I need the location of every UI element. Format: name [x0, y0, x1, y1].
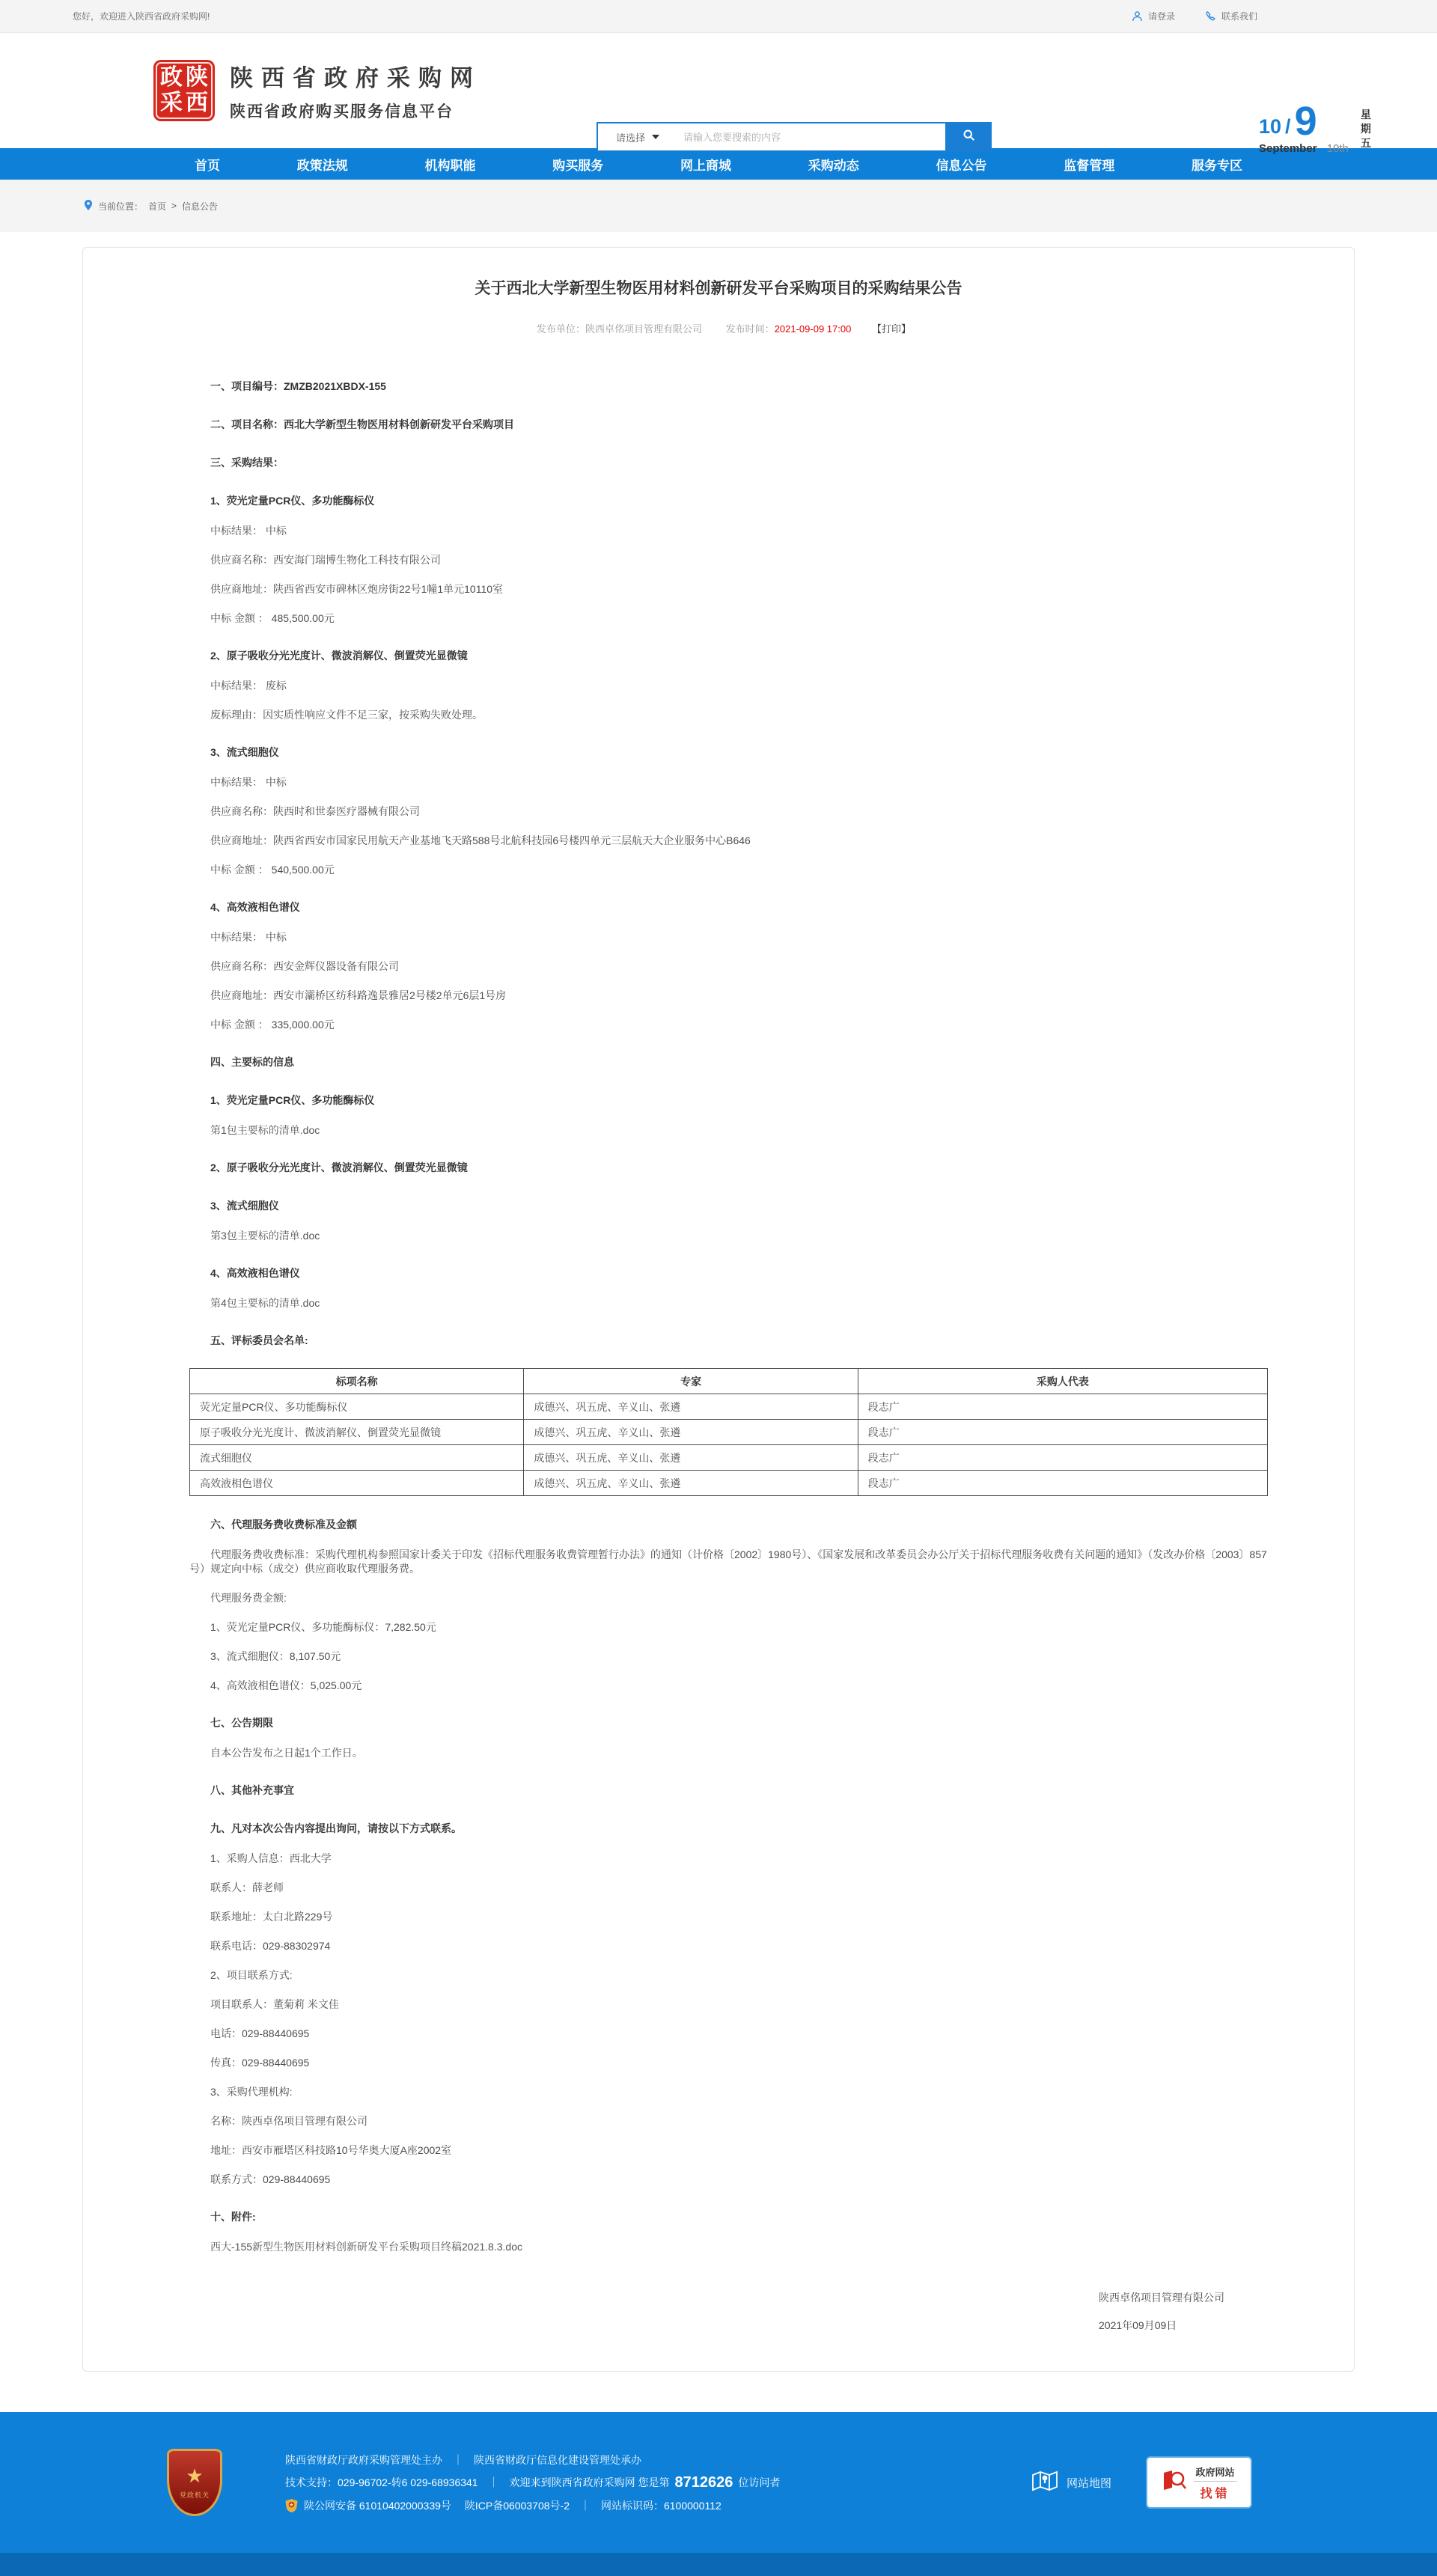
article-paragraph: 2、项目联系方式: — [210, 1969, 293, 1981]
logo-seal-char: 西 — [186, 91, 208, 115]
article-paragraph: 中标 金额 ： 540,500.00元 — [210, 864, 335, 876]
attachment-link[interactable]: 第3包主要标的清单.doc — [210, 1230, 320, 1242]
article-paragraph: 供应商地址：陕西省西安市国家民用航天产业基地飞天路588号北航科技园6号楼四单元三层航天大企业服务中心B646 — [210, 834, 751, 846]
article-paragraph: 联系地址：太白北路229号 — [210, 1911, 333, 1923]
article-paragraph: 代理服务费金额: — [210, 1592, 287, 1604]
visitor-count: 8712626 — [674, 2473, 733, 2491]
article-heading: 2、原子吸收分光光度计、微波消解仪、倒置荧光显微镜 — [210, 1162, 468, 1173]
date-slash: / — [1285, 115, 1291, 138]
footer-info: 陕西省财政厅政府采购管理处主办 ｜ 陕西省财政厅信息化建设管理处承办 技术支持：029-96702-转6 029-68936341 ｜ 欢迎来到陕西省政府采购网 您是第 8712626 位访问者 陕公网安备 61010402000339号 陕ICP备06003708号-2 ｜ 网站标识码：6100000112 — [285, 2453, 781, 2512]
date-day-ordinal: 10th — [1326, 142, 1349, 155]
table-row — [190, 1471, 1268, 1496]
logo-seal-char: 陕 — [186, 65, 208, 90]
top-bar — [0, 0, 1437, 33]
article-paragraph: 地址：西安市雁塔区科技路10号华奥大厦A座2002室 — [210, 2144, 452, 2156]
footer-host-1: 陕西省财政厅政府采购管理处主办 — [285, 2453, 442, 2466]
badge-bottom-label: 找错 — [1200, 2487, 1230, 2500]
search-icon — [962, 129, 975, 145]
article-paragraph: 联系方式：029-88440695 — [210, 2173, 331, 2185]
search-bar — [597, 122, 992, 152]
article-heading: 3、流式细胞仪 — [210, 746, 279, 758]
article-paragraph: 中标结果： 中标 — [210, 525, 287, 537]
badge-top-label: 政府网站 — [1195, 2466, 1235, 2478]
cell-buyer-rep: 段志广 — [858, 1394, 1267, 1420]
article-heading: 五、评标委员会名单: — [210, 1334, 308, 1346]
nav-item[interactable]: 网上商城 — [680, 158, 731, 173]
site-logo[interactable] — [153, 59, 481, 122]
publisher-label: 发布单位： — [537, 323, 586, 335]
signature-block — [1099, 2284, 1224, 2340]
publish-time-label: 发布时间： — [725, 323, 775, 335]
main-nav — [0, 148, 1437, 180]
breadcrumb — [84, 200, 218, 213]
topbar-links — [1132, 10, 1257, 22]
article-paragraph: 3、流式细胞仪：8,107.50元 — [210, 1650, 341, 1662]
logo-seal — [153, 60, 215, 121]
weekday-char: 星 — [1360, 109, 1371, 120]
article-paragraph: 中标结果： 废标 — [210, 680, 287, 692]
print-button[interactable]: 【打印】 — [871, 323, 911, 335]
signature-date: 2021年09月09日 — [1099, 2319, 1177, 2331]
nav-item[interactable]: 采购动态 — [808, 158, 859, 173]
chevron-down-icon — [652, 135, 659, 139]
welcome-text: 您好，欢迎进入陕西省政府采购网! — [73, 11, 210, 22]
weekday-char: 期 — [1360, 123, 1371, 135]
publish-time: 2021-09-09 17:00 — [774, 323, 852, 335]
article-paragraph: 3、采购代理机构: — [210, 2086, 293, 2098]
cell-buyer-rep: 段志广 — [858, 1471, 1267, 1496]
site-subtitle: 陕西省政府购买服务信息平台 — [230, 103, 454, 120]
article-heading: 2、原子吸收分光光度计、微波消解仪、倒置荧光显微镜 — [210, 650, 468, 662]
nav-item[interactable]: 服务专区 — [1192, 158, 1242, 173]
error-report-badge[interactable] — [1147, 2458, 1251, 2507]
article-heading: 十、附件: — [210, 2211, 256, 2223]
cell-experts: 成德兴、巩五虎、辛义山、张遴 — [524, 1394, 858, 1420]
table-row — [190, 1445, 1268, 1471]
article-heading: 九、凡对本次公告内容提出询问，请按以下方式联系。 — [210, 1822, 462, 1834]
footer-welcome-prefix: 欢迎来到陕西省政府采购网 您是第 — [509, 2476, 670, 2488]
column-header-buyer-rep: 采购人代表 — [858, 1369, 1267, 1394]
article-paragraph: 1、采购人信息：西北大学 — [210, 1852, 332, 1864]
article-paragraph: 电话：029-88440695 — [210, 2027, 310, 2039]
page-title: 关于西北大学新型生物医用材料创新研发平台采购项目的采购结果公告 — [475, 280, 962, 297]
cell-item-name: 流式细胞仪 — [190, 1445, 524, 1471]
search-button[interactable] — [945, 122, 992, 152]
signature-company: 陕西卓佲项目管理有限公司 — [1099, 2292, 1224, 2304]
search-category-select[interactable]: 请选择 — [598, 123, 677, 150]
date-month-name: September — [1259, 142, 1317, 155]
site-footer — [0, 2412, 1437, 2553]
site-header — [0, 33, 1437, 155]
article-paragraph: 联系电话：029-88302974 — [210, 1940, 331, 1952]
article-heading: 四、主要标的信息 — [210, 1056, 294, 1068]
phone-icon — [1205, 10, 1216, 22]
user-icon — [1132, 10, 1143, 22]
breadcrumb-current[interactable]: 信息公告 — [182, 201, 219, 212]
nav-item[interactable]: 信息公告 — [936, 158, 987, 173]
committee-table — [189, 1368, 1268, 1496]
article-paragraph: 1、荧光定量PCR仪、多功能酶标仪：7,282.50元 — [210, 1621, 436, 1633]
breadcrumb-label: 当前位置： — [98, 201, 144, 212]
article-paragraph: 供应商名称：西安海门瑞博生物化工科技有限公司 — [210, 554, 441, 566]
article-body — [189, 364, 1268, 2340]
breadcrumb-home[interactable]: 首页 — [148, 201, 167, 212]
article-heading: 3、流式细胞仪 — [210, 1200, 279, 1212]
article-paragraph: 名称：陕西卓佲项目管理有限公司 — [210, 2115, 367, 2127]
article-paragraph: 中标结果： 中标 — [210, 931, 287, 943]
article-paragraph: 项目联系人：董菊莉 米文佳 — [210, 1998, 339, 2010]
date-weekday — [1361, 105, 1371, 155]
article-paragraph: 供应商名称：西安金辉仪器设备有限公司 — [210, 960, 399, 972]
login-button[interactable]: 请登录 — [1132, 10, 1175, 22]
article-paragraph: 供应商名称：陕西时和世泰医疗器械有限公司 — [210, 805, 420, 817]
cell-buyer-rep: 段志广 — [858, 1420, 1267, 1445]
article-section-a — [189, 364, 1268, 1356]
article-paragraph: 供应商地址：西安市灞桥区纺科路逸景雅居2号楼2单元6层1号房 — [210, 989, 507, 1001]
footer-tech-support: 技术支持：029-96702-转6 029-68936341 — [285, 2476, 478, 2488]
sitemap-link[interactable] — [1031, 2469, 1111, 2496]
article-paragraph: 供应商地址：陕西省西安市碑林区炮房街22号1幢1单元10110室 — [210, 583, 504, 595]
cell-item-name: 原子吸收分光光度计、微波消解仪、倒置荧光显微镜 — [190, 1420, 524, 1445]
logo-seal-char: 政 — [160, 65, 183, 90]
footer-police-filing[interactable]: 陕公网安备 61010402000339号 — [304, 2499, 451, 2512]
article-paragraph: 中标 金额 ： 485,500.00元 — [210, 612, 335, 624]
article-heading: 二、项目名称：西北大学新型生物医用材料创新研发平台采购项目 — [210, 418, 514, 430]
article-heading: 七、公告期限 — [210, 1717, 273, 1729]
article-heading: 1、荧光定量PCR仪、多功能酶标仪 — [210, 1094, 375, 1106]
article-heading: 4、高效液相色谱仪 — [210, 901, 300, 913]
article-paragraph: 自本公告发布之日起1个工作日。 — [210, 1747, 363, 1759]
nav-item[interactable]: 政策法规 — [296, 158, 348, 173]
attachment-link[interactable]: 第4包主要标的清单.doc — [210, 1297, 320, 1309]
article-paragraph: 中标 金额 ： 335,000.00元 — [210, 1019, 335, 1031]
nav-item[interactable]: 机构职能 — [424, 158, 476, 173]
cell-experts: 成德兴、巩五虎、辛义山、张遴 — [524, 1420, 858, 1445]
table-row — [190, 1394, 1268, 1420]
article-paragraph: 废标理由：因实质性响应文件不足三家，按采购失败处理。 — [210, 709, 483, 721]
article-paragraph: 4、高效液相色谱仪：5,025.00元 — [210, 1679, 362, 1691]
breadcrumb-separator: > — [171, 201, 177, 211]
table-row — [190, 1420, 1268, 1445]
attachment-link[interactable]: 第1包主要标的清单.doc — [210, 1124, 320, 1136]
nav-item[interactable]: 购买服务 — [552, 158, 604, 173]
date-widget — [1259, 99, 1371, 155]
attachment-link[interactable]: 西大-155新型生物医用材料创新研发平台采购项目终稿2021.8.3.doc — [210, 2241, 522, 2253]
article-section-b — [189, 1502, 1268, 2262]
publisher-name: 陕西卓佲项目管理有限公司 — [585, 323, 703, 335]
column-header-experts: 专家 — [524, 1369, 858, 1394]
article-meta — [83, 321, 1354, 335]
article-paragraph: 中标结果： 中标 — [210, 776, 287, 788]
footer-icp-filing[interactable]: 陕ICP备06003708号-2 — [464, 2499, 570, 2512]
government-emblem-icon: ★ 党政机关 — [167, 2449, 222, 2516]
date-month: 10 — [1259, 115, 1282, 138]
cell-buyer-rep: 段志广 — [858, 1445, 1267, 1471]
nav-item[interactable]: 监督管理 — [1064, 158, 1115, 173]
cell-item-name: 荧光定量PCR仪、多功能酶标仪 — [190, 1394, 524, 1420]
footer-bottom-strip — [0, 2553, 1437, 2576]
breadcrumb-bar — [0, 180, 1437, 232]
column-header-item: 标项名称 — [190, 1369, 524, 1394]
announcement-card — [82, 247, 1355, 2372]
site-title: 陕西省政府采购网 — [230, 65, 481, 91]
article-heading: 4、高效液相色谱仪 — [210, 1267, 300, 1279]
footer-host-2: 陕西省财政厅信息化建设管理处承办 — [474, 2453, 641, 2466]
police-badge-icon — [285, 2499, 298, 2512]
location-pin-icon — [84, 200, 93, 213]
article-heading: 八、其他补充事宜 — [210, 1784, 294, 1796]
nav-item[interactable]: 首页 — [195, 158, 220, 173]
article-paragraph: 代理服务费收费标准：采购代理机构参照国家计委关于印发《招标代理服务收费管理暂行办法》的通知（计价格〔2002〕1980号）、《国家发展和改革委员会办公厅关于招标代理服务收费有关问题的通知》（发改办价格〔2003〕857号）规定向中标（成交）供应商收取代理服务费。 — [189, 1548, 1267, 1575]
table-header-row — [190, 1369, 1268, 1394]
article-heading: 一、项目编号：ZMZB2021XBDX-155 — [210, 380, 386, 392]
article-heading: 三、采购结果： — [210, 457, 284, 468]
footer-site-code: 网站标识码：6100000112 — [600, 2499, 721, 2512]
search-input[interactable] — [677, 123, 945, 150]
article-paragraph: 联系人：薛老师 — [210, 1881, 284, 1893]
cell-experts: 成德兴、巩五虎、辛义山、张遴 — [524, 1445, 858, 1471]
article-heading: 六、代理服务费收费标准及金额 — [210, 1519, 357, 1530]
weekday-char: 五 — [1360, 137, 1371, 149]
sitemap-label: 网站地图 — [1066, 2476, 1111, 2490]
sitemap-icon — [1031, 2469, 1058, 2496]
date-day: 9 — [1294, 99, 1317, 144]
logo-seal-char: 采 — [160, 91, 183, 115]
footer-welcome-suffix: 位访问者 — [738, 2476, 781, 2488]
contact-button[interactable]: 联系我们 — [1205, 10, 1257, 22]
error-report-icon — [1162, 2468, 1187, 2497]
cell-experts: 成德兴、巩五虎、辛义山、张遴 — [524, 1471, 858, 1496]
cell-item-name: 高效液相色谱仪 — [190, 1471, 524, 1496]
article-paragraph: 传真：029-88440695 — [210, 2057, 310, 2069]
article-heading: 1、荧光定量PCR仪、多功能酶标仪 — [210, 495, 375, 507]
